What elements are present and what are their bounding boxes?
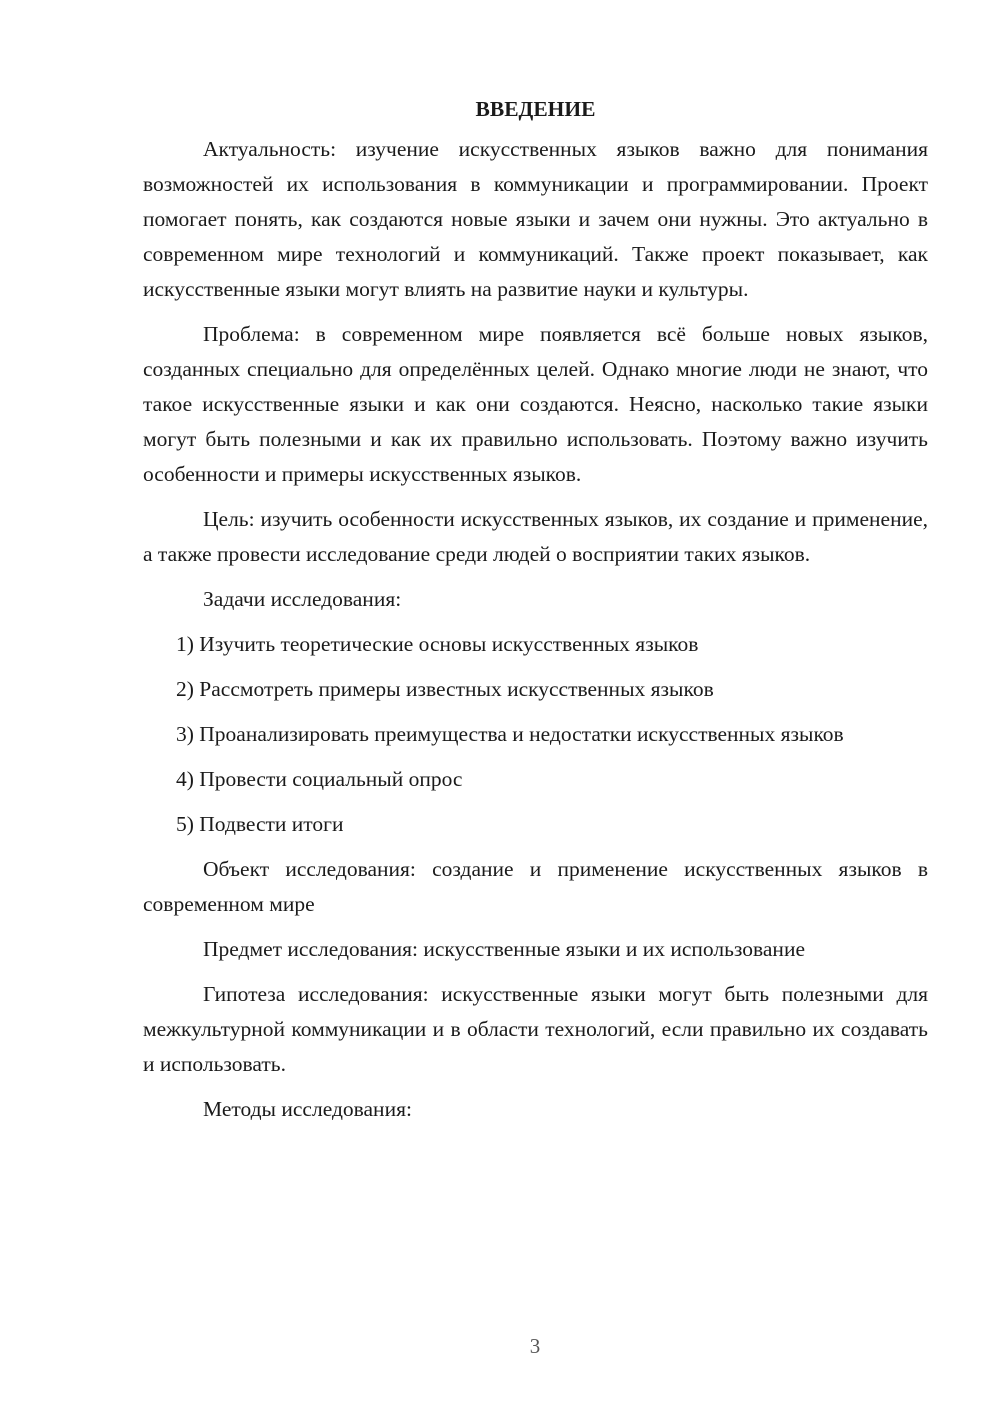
subject-paragraph: Предмет исследования: искусственные языки и их использование: [203, 937, 805, 961]
object-paragraph: Объект исследования: создание и применение искусственных языков в современном мире: [143, 857, 928, 916]
task-item-2: 2) Рассмотреть примеры известных искусственных языков: [176, 677, 714, 701]
relevance-paragraph: Актуальность: изучение искусственных языков важно для понимания возможностей их использования в коммуникации и программировании. Проект помогает понять, как создаются новые языки и зачем они нужны. Это актуально в современном мире технологий и коммуникаций. Также проект показывает, как искусственные языки могут влиять на развитие науки и культуры.: [143, 137, 928, 301]
task-item-4: 4) Провести социальный опрос: [176, 767, 463, 791]
task-item-3: 3) Проанализировать преимущества и недостатки искусственных языков: [176, 722, 844, 746]
methods-title: Методы исследования:: [203, 1097, 412, 1121]
problem-paragraph: Проблема: в современном мире появляется всё больше новых языков, созданных специально для определённых целей. Однако многие люди не знают, что такое искусственные языки и как они создаются. Неясно, насколько такие языки могут быть полезными и как их правильно использовать. Поэтому важно изучить особенности и примеры искусственных языков.: [143, 322, 928, 486]
hypothesis-paragraph: Гипотеза исследования: искусственные языки могут быть полезными для межкультурной коммуникации и в области технологий, если правильно их создавать и использовать.: [143, 982, 928, 1076]
section-heading: ВВЕДЕНИЕ: [475, 97, 596, 121]
page-number: 3: [529, 1334, 541, 1358]
tasks-title: Задачи исследования:: [203, 587, 402, 611]
document-page: [143, 92, 928, 1137]
task-item-5: 5) Подвести итоги: [176, 812, 344, 836]
goal-paragraph: Цель: изучить особенности искусственных языков, их создание и применение, а также провести исследование среди людей о восприятии таких языков.: [143, 507, 928, 566]
task-item-1: 1) Изучить теоретические основы искусственных языков: [176, 632, 699, 656]
